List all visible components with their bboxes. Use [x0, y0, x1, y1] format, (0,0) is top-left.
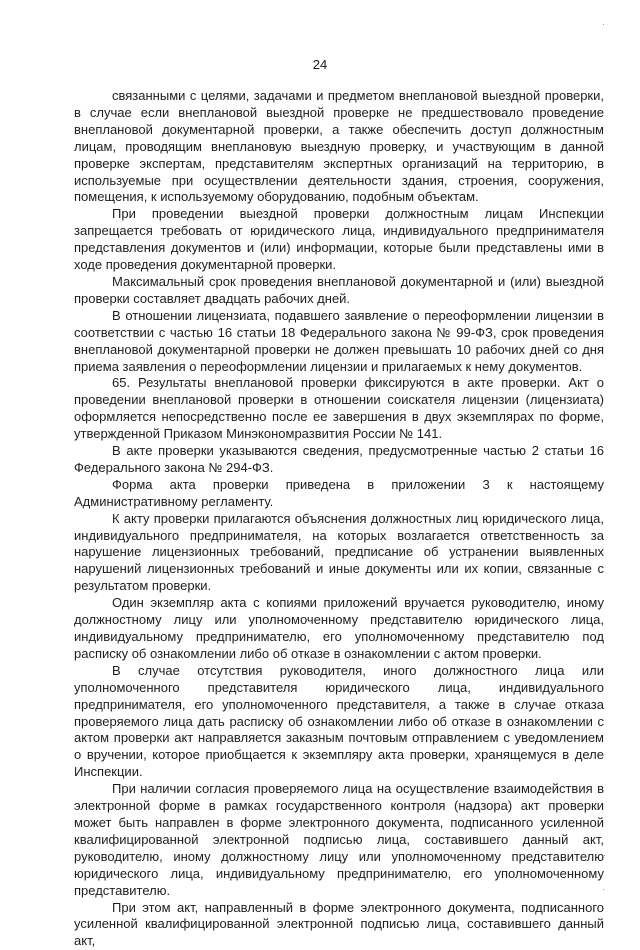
paragraph-2: При проведении выездной проверки должностным лицам Инспекции запрещается требовать от юридического лица, индивидуального предпринимателя представления документов и (или) информации, которые были представлены ими в ходе проведения документарной проверки.	[74, 206, 604, 274]
paragraph-3: Максимальный срок проведения внеплановой документарной и (или) выездной проверки составляет двадцать рабочих дней.	[74, 274, 604, 308]
scan-speck	[603, 24, 604, 25]
page-number: 24	[0, 57, 640, 73]
paragraph-6: В акте проверки указываются сведения, предусмотренные частью 2 статьи 16 Федерального закона № 294-ФЗ.	[74, 443, 604, 477]
paragraph-4: В отношении лицензиата, подавшего заявление о переоформлении лицензии в соответствии с частью 16 статьи 18 Федерального закона № 99-ФЗ, срок проведения внеплановой документарной проверки не должен превышать 10 рабочих дней со дня приема заявления о переоформлении лицензии и прилагаемых к нему документов.	[74, 308, 604, 376]
scan-speck	[604, 855, 605, 856]
paragraph-11: При наличии согласия проверяемого лица на осуществление взаимодействия в электронной форме в рамках государственного контроля (надзора) акт проверки может быть направлен в форме электронного документа, подписанного усиленной квалифицированной электронной подписью лица, составившего данный акт, руководителю, иному должностному лицу или уполномоченному представителю юридического лица, индивидуальному предпринимателю, его уполномоченному представителю.	[74, 781, 604, 899]
page-body	[74, 88, 604, 950]
paragraph-8: К акту проверки прилагаются объяснения должностных лиц юридического лица, индивидуального предпринимателя, на которых возлагается ответственность за нарушение лицензионных требований, предписание об устранении выявленных нарушений лицензионных требований и иные документы или их копии, связанные с результатом проверки.	[74, 511, 604, 596]
paragraph-10: В случае отсутствия руководителя, иного должностного лица или уполномоченного представителя юридического лица, индивидуального предпринимателя, его уполномоченного представителя, а также в случае отказа проверяемого лица дать расписку об ознакомлении либо об отказе в ознакомлении с актом проверки акт направляется заказным почтовым отправлением с уведомлением о вручении, которое приобщается к экземпляру акта проверки, хранящемуся в деле Инспекции.	[74, 663, 604, 781]
paragraph-12: При этом акт, направленный в форме электронного документа, подписанного усиленной квалифицированной электронной подписью лица, составившего данный акт,	[74, 900, 604, 950]
paragraph-1: связанными с целями, задачами и предметом внеплановой выездной проверки, в случае если внеплановой выездной проверке не предшествовало проведение внеплановой документарной проверки, а также обеспечить доступ должностным лицам, проводящим внеплановую выездную проверку, и участвующим в данной проверке экспертам, представителям экспертных организаций на территорию, в используемые при осуществлении деятельности здания, строения, сооружения, помещения, к используемому оборудованию, подобным объектам.	[74, 88, 604, 206]
paragraph-5: 65. Результаты внеплановой проверки фиксируются в акте проверки. Акт о проведении внеплановой проверки в отношении соискателя лицензии (лицензиата) оформляется непосредственно после ее завершения в двух экземплярах по форме, утвержденной Приказом Минэкономразвития России № 141.	[74, 375, 604, 443]
scan-speck	[603, 889, 604, 890]
paragraph-9: Один экземпляр акта с копиями приложений вручается руководителю, иному должностному лицу или уполномоченному представителю юридического лица, индивидуальному предпринимателю, его уполномоченному представителю под расписку об ознакомлении либо об отказе в ознакомлении с актом проверки.	[74, 595, 604, 663]
paragraph-7: Форма акта проверки приведена в приложении 3 к настоящему Административному регламенту.	[74, 477, 604, 511]
